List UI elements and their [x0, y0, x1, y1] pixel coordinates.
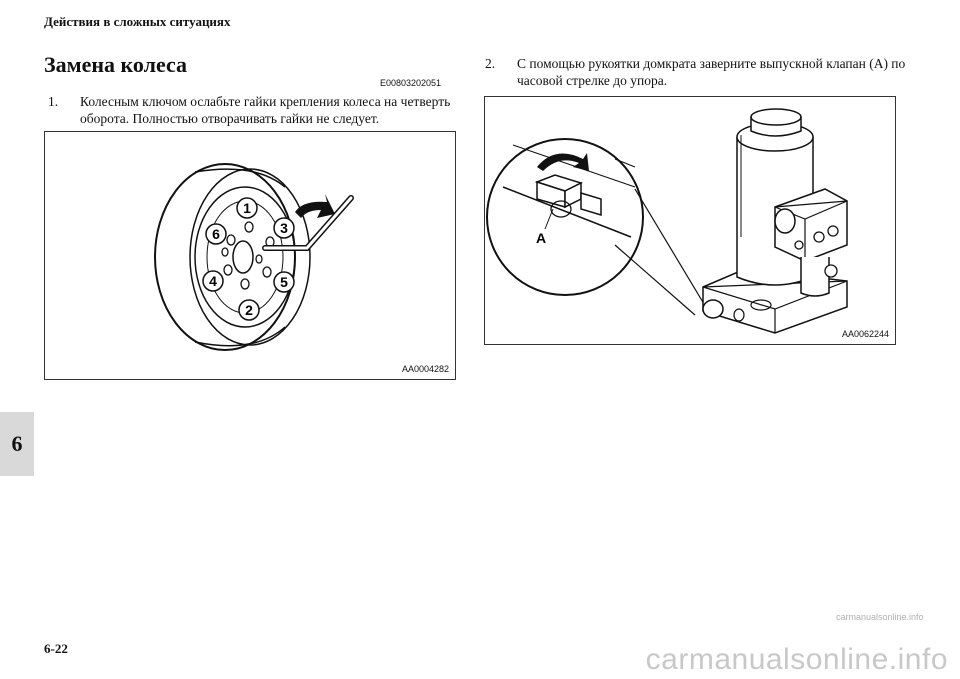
chapter-tab: 6 — [0, 412, 34, 476]
nut-label-6: 6 — [212, 226, 220, 242]
page-number: 6-22 — [44, 641, 68, 656]
section-header: Действия в сложных ситуациях — [44, 14, 231, 29]
wheel-hub — [233, 241, 253, 273]
jack-figure — [484, 96, 896, 345]
jack-illustration — [485, 97, 895, 344]
section-code: E00803202051 — [380, 78, 442, 88]
watermark-small: carmanualsonline.info — [836, 612, 924, 622]
step-2-number: 2. — [485, 56, 496, 71]
wheel-figure-code: AA0004282 — [401, 364, 449, 374]
nut-order-labels — [203, 198, 294, 320]
step-2-text: С помощью рукоятки домкрата заверните выпускной клапан (A) по часовой стрелке до упора. — [517, 56, 906, 88]
lug-nuts — [222, 222, 274, 289]
step-1-text: Колесным ключом ослабьте гайки крепления колеса на четверть оборота. Полностью отворачивать гайки не следует. — [80, 94, 451, 126]
page-title: Замена колеса — [44, 52, 188, 77]
nut-label-4: 4 — [209, 273, 217, 289]
nut-label-3: 3 — [280, 220, 288, 236]
step-1-number: 1. — [48, 94, 59, 109]
nut-label-5: 5 — [280, 274, 288, 290]
wheel-illustration — [45, 132, 455, 379]
rotation-arrow — [295, 194, 335, 218]
step-2 — [485, 55, 937, 89]
jack-figure-code: AA0062244 — [841, 329, 889, 339]
wheel-figure — [44, 131, 456, 380]
watermark-large: carmanualsonline.info — [645, 643, 948, 676]
nut-label-2: 2 — [245, 302, 253, 318]
step-1 — [48, 93, 480, 127]
valve-label-a: A — [535, 230, 547, 246]
nut-label-1: 1 — [243, 200, 251, 216]
